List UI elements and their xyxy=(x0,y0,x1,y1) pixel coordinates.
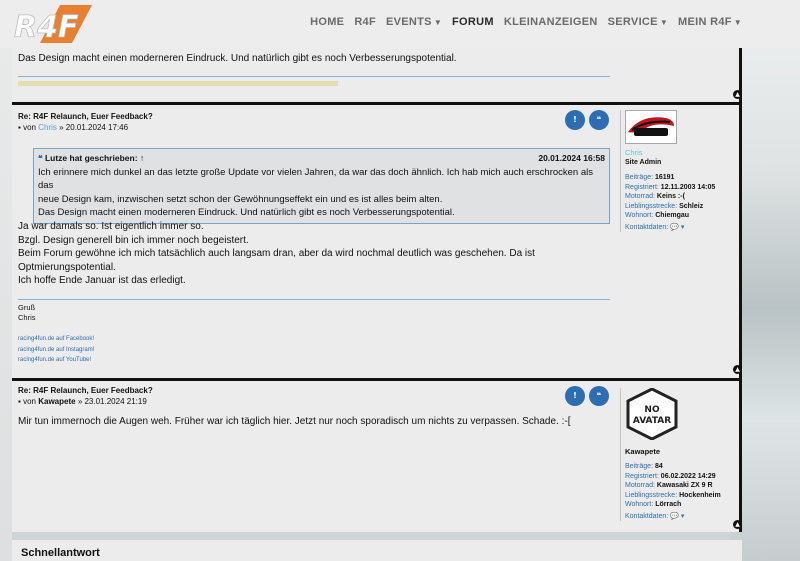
avatar[interactable] xyxy=(625,110,677,144)
nav-forum[interactable]: FORUM xyxy=(452,16,494,28)
profile-rank: Site Admin xyxy=(625,158,662,166)
signature-line: Gruß xyxy=(18,303,36,312)
chevron-down-icon: ▾ xyxy=(680,223,685,231)
youtube-link[interactable]: racing4fun.de auf YouTube! xyxy=(18,357,92,363)
post-line: Ich hoffe Ende Januar ist das erledigt. xyxy=(18,275,186,286)
logo-text: R4F xyxy=(14,10,79,45)
previous-post xyxy=(12,48,742,102)
quote-button[interactable]: ❝ xyxy=(589,386,609,406)
quick-reply-title: Schnellantwort xyxy=(21,547,100,559)
r4f-logo-icon xyxy=(12,3,116,47)
post-meta xyxy=(18,123,128,132)
post-line: Bzgl. Design generell bin ich immer noch begeistert. xyxy=(18,234,249,246)
profile-field: Lieblingsstrecke: Hockenheim xyxy=(625,491,721,499)
svg-text:NO: NO xyxy=(644,405,660,415)
post-content: Mir tun immernoch die Augen weh. Früher war ich täglich hier. Jetzt nur noch sporadisch um nichts zu verpassen. Schade. :-[ xyxy=(18,416,571,427)
nav-kleinanzeigen[interactable]: KLEINANZEIGEN xyxy=(503,16,598,28)
quote-line: Das Design macht einen moderneren Eindruck. Und natürlich gibt es noch Verbesserungspotential. xyxy=(38,207,455,218)
post-meta xyxy=(18,397,147,406)
previous-post-text: Das Design macht einen moderneren Eindruck. Und natürlich gibt es noch Verbesserungspotential. xyxy=(18,53,457,64)
post-line: Ja war damals so. Ist eigentlich immer so. xyxy=(18,221,204,232)
post-border xyxy=(739,102,742,378)
post-buttons xyxy=(565,110,609,130)
quick-reply xyxy=(12,540,742,561)
post-author[interactable]: Chris xyxy=(38,123,57,132)
facebook-link[interactable]: racing4fun.de auf Facebook! xyxy=(18,336,95,342)
signature-separator xyxy=(18,76,610,77)
contact-details[interactable]: Kontaktdaten: 💬 ▾ xyxy=(625,223,685,231)
chevron-down-icon: ▼ xyxy=(433,18,443,27)
user-profile-chris xyxy=(620,110,736,232)
faded-link xyxy=(18,81,338,86)
post-date: » 23.01.2024 21:19 xyxy=(77,397,147,406)
nav-service[interactable]: SERVICE ▼ xyxy=(607,16,669,28)
profile-field: Motorrad: Kawasaki ZX 9 R xyxy=(625,482,713,489)
back-to-top-icon[interactable]: ▲ xyxy=(733,365,742,374)
profile-field: Wohnort: Lörrach xyxy=(625,501,682,508)
post-buttons xyxy=(565,386,609,406)
nav-r4f[interactable]: R4F xyxy=(354,16,376,28)
nav-home[interactable]: HOME xyxy=(310,16,345,28)
contact-details[interactable]: Kontaktdaten: 💬 ▾ xyxy=(625,512,685,520)
quote-button[interactable]: ❝ xyxy=(589,110,609,130)
instagram-link[interactable]: racing4fun.de auf Instagram! xyxy=(18,346,95,353)
chevron-down-icon: ▼ xyxy=(659,18,669,27)
report-button[interactable]: ! xyxy=(565,386,585,406)
chevron-down-icon: ▼ xyxy=(733,18,742,27)
post-chris xyxy=(12,102,742,378)
r4f-logo[interactable] xyxy=(12,3,116,47)
post-line: Optmierungspotential. xyxy=(18,261,116,273)
chat-icon: 💬 xyxy=(670,512,679,520)
quote-line: Ich erinnere mich dunkel an das letzte große Update vor vielen Jahren, da war das doch ähnlich. Ich hab mich auch erschrocken als das xyxy=(38,166,593,191)
avatar[interactable] xyxy=(625,388,736,444)
post-kawapete xyxy=(12,378,742,532)
post-title[interactable]: Re: R4F Relaunch, Euer Feedback? xyxy=(18,112,153,121)
nav-events[interactable]: EVENTS ▼ xyxy=(386,16,443,28)
profile-field: Wohnort: Chiemgau xyxy=(625,212,690,219)
quote-date: 20.01.2024 16:58 xyxy=(538,153,605,163)
page-background-left xyxy=(0,0,12,561)
post-content xyxy=(18,220,535,288)
quote-line: neue Design kam, inzwischen setzt schon der Gewöhnungseffekt ein und es ist alles beim alten. xyxy=(38,193,443,205)
profile-username[interactable]: Kawapete xyxy=(625,446,661,456)
nav-mein-r4f[interactable]: MEIN R4F ▼ xyxy=(678,16,742,28)
profile-field: Registriert: 06.02.2022 14:29 xyxy=(625,472,716,480)
profile-field: Beiträge: 84 xyxy=(625,463,663,470)
post-by: von xyxy=(23,397,36,406)
post-icon[interactable]: ▪ xyxy=(18,397,21,406)
signature-separator xyxy=(18,299,610,300)
post-top-border xyxy=(12,102,742,105)
post-line: Beim Forum gewöhne ich mich tatsächlich auch langsam dran, aber da wird nochmal deutlich was geschehen. Da ist xyxy=(18,248,535,259)
user-profile-kawapete xyxy=(620,388,736,521)
post-border xyxy=(739,378,742,532)
back-to-top-icon[interactable]: ▲ xyxy=(733,520,742,529)
chat-icon: 💬 xyxy=(670,223,679,231)
chevron-down-icon: ▾ xyxy=(680,512,685,520)
post-title[interactable]: Re: R4F Relaunch, Euer Feedback? xyxy=(18,386,153,395)
profile-field: Motorrad: Keins :-( xyxy=(625,193,685,200)
back-to-top-icon[interactable]: ▲ xyxy=(733,90,742,99)
profile-username[interactable]: Chris xyxy=(625,148,643,157)
no-avatar-icon xyxy=(625,388,679,440)
profile-field: Registriert: 12.11.2003 14:05 xyxy=(625,183,716,191)
post-icon[interactable]: ▪ xyxy=(18,123,21,132)
svg-text:AVATAR: AVATAR xyxy=(632,416,672,426)
report-button[interactable]: ! xyxy=(565,110,585,130)
signature-links xyxy=(18,334,94,366)
main-nav xyxy=(310,16,742,28)
signature xyxy=(18,303,36,322)
profile-field: Beiträge: 16191 xyxy=(625,174,675,181)
quote-header xyxy=(38,152,605,166)
quote-author[interactable]: Lutze hat geschrieben: ↑ xyxy=(44,153,145,163)
post-top-border xyxy=(12,378,742,381)
site-header xyxy=(0,0,800,48)
post-author[interactable]: Kawapete xyxy=(38,397,76,406)
profile-field: Lieblingsstrecke: Schleiz xyxy=(625,202,704,210)
quote-icon: ❝ xyxy=(38,153,43,163)
signature-line: Chris xyxy=(18,312,36,322)
quote-block xyxy=(33,148,610,224)
chris-avatar-icon xyxy=(626,112,676,142)
post-by: von xyxy=(23,123,36,132)
post-date: » 20.01.2024 17:46 xyxy=(59,123,129,132)
